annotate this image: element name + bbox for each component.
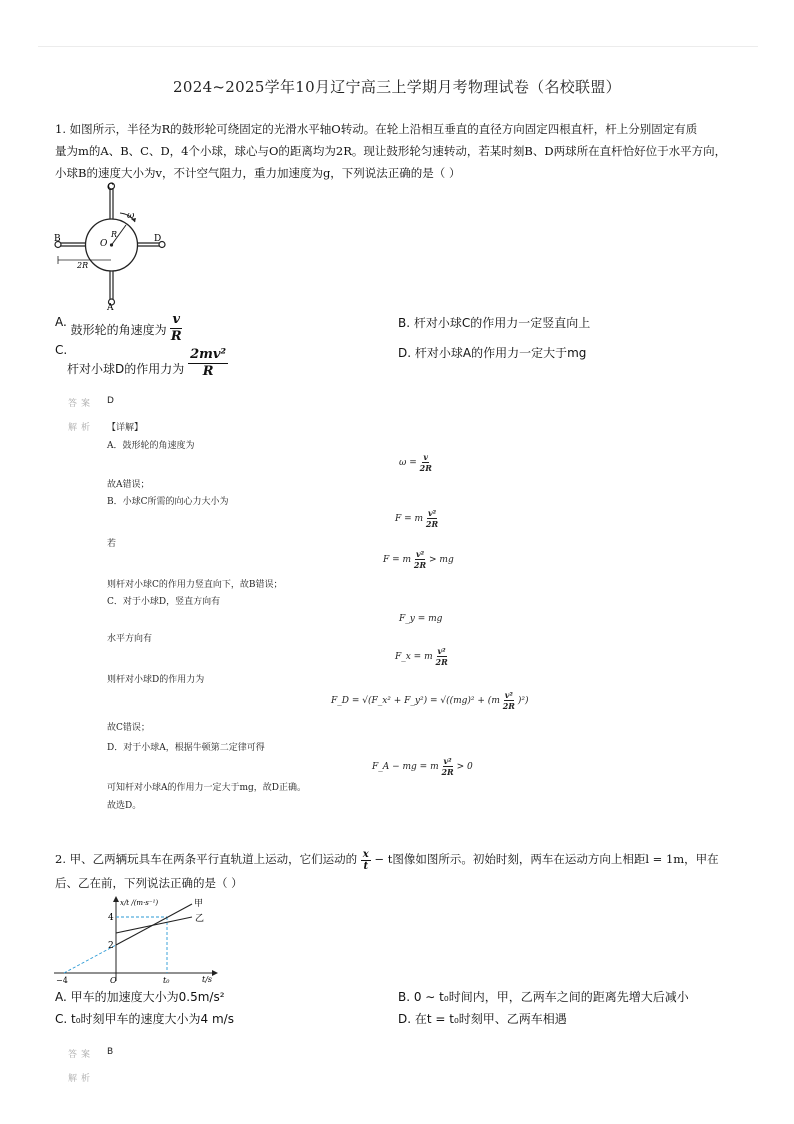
q1-option-a-numerator: v [172,312,181,327]
q1-eq-omega-den: 2R [419,463,432,473]
label-c: C [107,183,114,193]
q1-eq-inequality-num: v² [415,549,425,559]
q1-analysis-line-4: B．小球C所需的向心力大小为 [107,497,229,507]
q1-option-a-fraction [170,312,182,345]
q1-analysis-line-1: 【详解】 [107,423,144,433]
q1-option-a-denominator: R [170,329,182,344]
q1-analysis-line-9: 则杆对小球D的作用力为 [107,675,205,685]
question-2-line-1 [55,848,745,872]
series-yi-line [116,917,192,933]
q2-answer-value: B [107,1047,114,1057]
q1-eq-fa [372,756,473,777]
q1-eq-fa-left: F_A − mg = m [372,762,439,772]
q1-eq-fx [395,646,448,667]
q1-eq-fx-num: v² [437,646,446,656]
q1-eq-fa-num: v² [443,756,452,766]
q1-eq-fy: F_y = mg [399,614,443,624]
q1-eq-force-left: F = m [395,514,424,524]
origin-label: O [110,976,117,985]
tick-neg-4: −4 [56,976,68,985]
q1-eq-force-num: v² [427,508,437,518]
q1-eq-omega-fraction [420,452,432,473]
q1-answer-label: 答案 [68,399,95,409]
y-axis-arrow [113,896,119,902]
q1-option-b[interactable]: B. 杆对小球C的作用力一定竖直向上 [398,316,591,330]
label-r: R [111,230,118,239]
q1-eq-inequality-den: 2R [413,560,427,570]
q1-option-c-numerator: 2mv² [190,347,227,362]
question-1-text [55,118,745,184]
y-axis-label: x/t /(m·s⁻¹) [120,899,159,907]
q1-analysis-line-8: 水平方向有 [107,634,153,644]
question-2-text [55,848,745,894]
q1-eq-omega [399,452,432,473]
q1-answer-value: D [107,396,114,406]
q1-eq-fd-right: )²) [517,696,529,706]
question-1-line-1: 1. 如图所示，半径为R的鼓形轮可绕固定的光滑水平轴O转动。在轮上沿相互垂直的直径方向固定四根直杆，杆上分别固定有质 [55,122,698,136]
q1-option-a-text: 鼓形轮的角速度为 [70,323,167,337]
question-2-line-1-b: − t图像如图所示。初始时刻，两车在运动方向上相距l = 1m，甲在 [374,852,719,866]
q1-eq-fd [331,690,528,711]
q1-option-c-denominator: R [202,364,214,379]
q1-analysis-line-3: 故A错误； [107,480,150,490]
q1-analysis-line-6: 则杆对小球C的作用力竖直向下，故B错误； [107,580,283,590]
q1-option-c-fraction [188,347,228,380]
q1-eq-fd-num: v² [504,690,513,700]
label-b: B [54,234,61,244]
tick-t0: t₀ [163,976,170,985]
xt-t-graph [52,893,222,988]
q1-option-c-prefix: C. [55,343,68,357]
q1-eq-force-den: 2R [425,519,439,529]
q1-eq-fx-den: 2R [435,657,448,667]
question-2-xt-num: x [362,848,369,860]
q1-analysis-line-5: 若 [107,539,117,549]
question-1-line-2: 量为m的A、B、C、D，4个小球，球心与O的距离均为2R。现让鼓形轮匀速转动，若某时刻B、D两球所在直杆恰好位于水平方向， [55,144,727,158]
q2-option-d[interactable]: D. 在t = t₀时刻甲、乙两车相遇 [398,1012,567,1026]
q2-option-b[interactable]: B. 0 ∼ t₀时间内，甲，乙两车之间的距离先增大后减小 [398,990,689,1004]
q2-option-c[interactable]: C. t₀时刻甲车的速度大小为4 m/s [55,1012,234,1026]
q1-eq-fx-left: F_x = m [395,652,433,662]
question-2-xt-den: t [363,860,369,872]
question-2-line-1-a: 2. 甲、乙两辆玩具车在两条平行直轨道上运动，它们运动的 [55,852,358,866]
header-divider [38,46,758,47]
q1-eq-fa-fraction [441,756,453,777]
tick-2: 2 [108,941,114,951]
q1-eq-fa-right: > 0 [456,762,473,772]
q1-analysis-line-7: C．对于小球D，竖直方向有 [107,597,221,607]
q1-analysis-label: 解析 [68,423,95,433]
q1-eq-omega-left: ω = [399,458,417,468]
q1-eq-inequality-fraction [414,549,426,570]
q1-option-a-prefix: A. [55,315,67,329]
label-o: O [100,239,108,249]
label-2r: 2R [77,261,89,270]
q1-analysis-line-12: 可知杆对小球A的作用力一定大于mg，故D正确。 [107,783,307,793]
label-d: D [154,234,162,244]
q1-eq-fd-fraction [503,690,515,711]
q2-option-a[interactable]: A. 甲车的加速度大小为0.5m/s² [55,990,225,1004]
q1-eq-fa-den: 2R [441,767,454,777]
q2-answer-label: 答案 [68,1050,95,1060]
q1-eq-fd-left: F_D = √(F_x² + F_y²) = √((mg)² + (m [331,696,500,706]
series-jia-label: 甲 [194,899,204,909]
q1-eq-force [395,508,438,529]
question-2-xt-fraction [361,849,371,872]
q1-eq-inequality-left: F = m [383,555,412,565]
q1-option-a[interactable] [55,306,182,344]
q1-analysis-line-11: D．对于小球A，根据牛顿第二定律可得 [107,743,265,753]
q1-eq-inequality [383,549,454,570]
q1-analysis-line-2: A．鼓形轮的角速度为 [107,441,195,451]
q1-eq-omega-num: v [423,452,429,462]
drum-wheel-figure [50,180,180,310]
q1-eq-force-fraction [426,508,438,529]
question-2-line-2: 后、乙在前，下列说法正确的是（ ） [55,875,243,890]
question-1-line-3: 小球B的速度大小为v，不计空气阻力，重力加速度为g，下列说法正确的是（ ） [55,166,461,180]
q1-analysis-line-13: 故选D。 [107,801,142,811]
tick-4: 4 [108,913,114,923]
label-a: A [107,303,114,310]
q1-eq-fd-den: 2R [502,701,515,711]
q1-eq-inequality-right: > mg [429,555,454,565]
label-omega: ω [127,211,135,221]
q1-eq-fx-fraction [436,646,448,667]
series-yi-label: 乙 [195,914,205,924]
page-title: 2024~2025学年10月辽宁高三上学期月考物理试卷（名校联盟） [173,78,621,96]
q1-option-d[interactable]: D. 杆对小球A的作用力一定大于mg [398,346,587,360]
q1-analysis-line-10: 故C错误； [107,723,150,733]
q1-option-c-text: 杆对小球D的作用力为 [67,362,185,376]
q1-option-c[interactable] [55,343,227,390]
q2-analysis-label: 解析 [68,1074,95,1084]
x-axis-arrow [212,970,218,976]
x-axis-label: t/s [202,975,213,984]
